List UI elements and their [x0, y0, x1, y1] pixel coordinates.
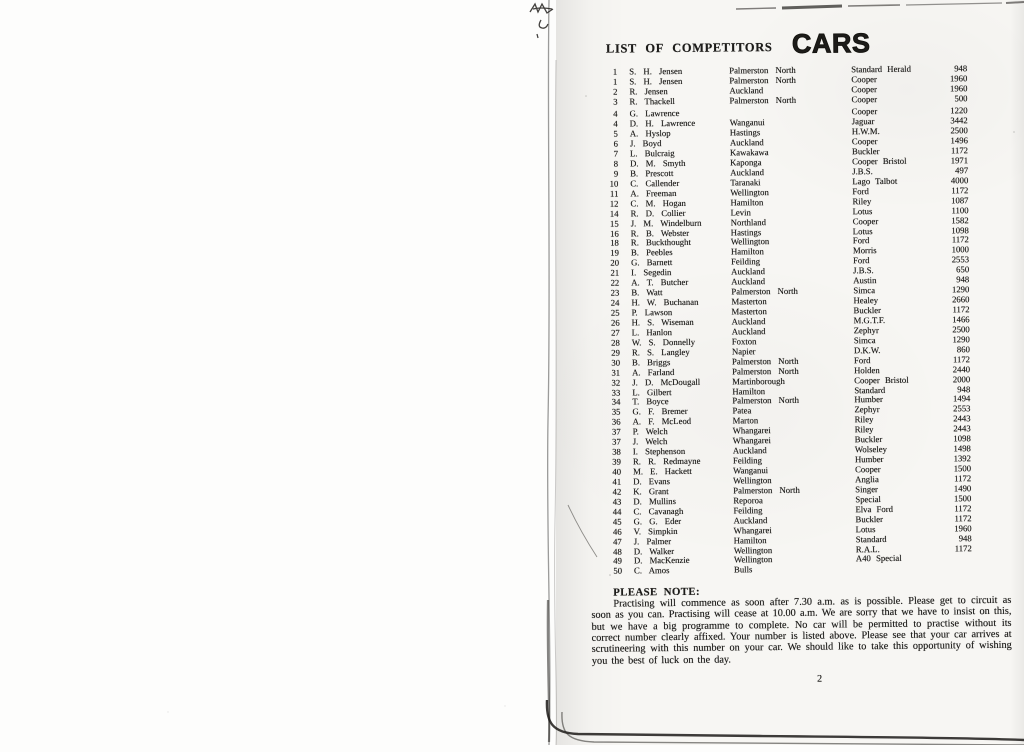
competitor-car: Buckler: [851, 146, 880, 157]
table-row: [600, 564, 972, 578]
competitor-car: Special: [855, 493, 881, 505]
competitor-town: Wanganui: [729, 117, 765, 128]
competitor-number: 18: [610, 237, 619, 249]
competitor-number: 35: [611, 406, 621, 417]
competitor-car: [856, 564, 940, 575]
competitor-town: Auckland: [730, 167, 765, 178]
competitor-car: Ford: [853, 354, 871, 365]
competitor-number: 28: [611, 337, 620, 348]
competitor-capacity: 1960: [949, 83, 968, 94]
competitor-name: T. Boyce: [632, 396, 669, 407]
competitor-capacity: [940, 554, 972, 564]
competitor-town: Kawakawa: [729, 147, 769, 158]
competitor-car: Elva Ford: [855, 503, 893, 515]
competitor-capacity: 2000: [952, 373, 971, 384]
competitor-car: Cooper Bristol: [854, 374, 909, 385]
competitor-car: Standard: [855, 533, 887, 544]
competitor-number: 45: [612, 516, 622, 527]
competitor-car: Austin: [853, 275, 877, 286]
competitor-town: Taranaki: [730, 176, 761, 188]
competitor-capacity: 860: [956, 343, 970, 355]
competitor-capacity: 1494: [952, 393, 971, 404]
competitor-car: H.W.M.: [851, 126, 880, 137]
competitor-car: R.A.L.: [855, 543, 880, 554]
competitor-capacity: 4000: [950, 174, 969, 186]
competitor-town: Northland: [730, 216, 766, 228]
competitor-name: B. Briggs: [631, 356, 671, 368]
competitor-capacity: 1172: [954, 542, 972, 553]
competitor-number: 47: [612, 536, 622, 547]
competitor-capacity: [940, 564, 972, 574]
competitor-capacity: 1172: [951, 184, 969, 196]
competitor-town: Feilding: [732, 455, 762, 466]
competitor-number: 8: [613, 158, 619, 169]
competitor-number: 4: [613, 118, 618, 129]
competitor-name: A. Farland: [632, 366, 675, 378]
competitor-car: Buckler: [854, 434, 883, 445]
competitor-car: D.K.W.: [853, 344, 881, 356]
competitor-number: 1: [612, 76, 618, 87]
competitor-capacity: 948: [954, 63, 968, 74]
competitor-number: 39: [612, 456, 622, 467]
competitor-car: Riley: [852, 195, 872, 206]
competitor-number: 38: [612, 446, 621, 457]
competitor-car: Singer: [855, 483, 878, 495]
competitor-name: L. Bulcraig: [629, 148, 675, 159]
competitor-town: Auckland: [731, 326, 766, 337]
competitor-capacity: 2440: [952, 363, 971, 374]
competitor-car: Simca: [853, 285, 876, 296]
competitor-name: B. Watt: [631, 287, 663, 298]
competitor-capacity: 3442: [950, 115, 968, 126]
note-heading: PLEASE NOTE:: [613, 585, 700, 599]
competitor-town: Hamilton: [730, 246, 764, 257]
competitor-town: Levin: [730, 206, 751, 218]
competitor-car: Cooper: [852, 215, 879, 226]
competitor-name: A. F. McLeod: [632, 416, 692, 427]
competitor-town: Wellington: [733, 544, 773, 555]
competitor-name: A. T. Butcher: [631, 277, 689, 288]
competitor-town: Hamilton: [732, 385, 766, 396]
competitor-capacity: 948: [956, 274, 970, 285]
table-row: [595, 94, 967, 108]
competitor-capacity: 1960: [949, 73, 968, 84]
competitor-name: A. Hyslop: [629, 128, 671, 139]
competitor-capacity: 2443: [953, 413, 971, 424]
competitor-capacity: 948: [958, 532, 972, 543]
competitor-name: G. F. Bremer: [632, 406, 688, 417]
competitor-name: K. Grant: [633, 485, 669, 497]
competitor-name: D. Walker: [633, 545, 675, 556]
competitor-number: 7: [613, 148, 619, 159]
competitor-car: Ford: [852, 185, 869, 197]
competitor-name: M. E. Hackett: [633, 465, 692, 477]
competitor-town: Palmerston North: [732, 395, 799, 406]
competitor-name: H. W. Buchanan: [631, 296, 699, 308]
competitor-town: Hastings: [729, 127, 761, 138]
competitor-capacity: 1290: [952, 333, 970, 345]
competitor-number: 1: [612, 66, 618, 77]
competitor-number: 31: [611, 367, 621, 378]
competitor-capacity: 650: [956, 264, 970, 275]
competitor-number: 33: [611, 387, 621, 398]
competitor-capacity: 1172: [954, 473, 972, 484]
competitor-name: L. Hanlon: [631, 326, 673, 338]
competitor-name: H. S. Wiseman: [631, 316, 694, 328]
competitor-capacity: 1290: [951, 284, 970, 295]
competitor-name: R. Jensen: [629, 85, 668, 97]
competitor-capacity: 1498: [953, 443, 971, 454]
competitor-number: 22: [610, 277, 620, 288]
competitor-number: 36: [611, 416, 621, 427]
competitor-number: 48: [613, 546, 622, 557]
competitor-car: Buckler: [853, 305, 882, 316]
competitor-town: Palmerston North: [729, 94, 797, 106]
competitor-name: B. Peebles: [630, 247, 673, 258]
competitor-car: Wolseley: [854, 444, 888, 455]
competitor-name: D. Evans: [633, 475, 671, 487]
competitor-name: R. R. Redmayne: [632, 455, 701, 467]
competitor-name: L. Gilbert: [632, 386, 672, 397]
competitor-car: Lotus: [852, 205, 873, 216]
competitor-town: Masterton: [731, 296, 767, 307]
competitor-car: Cooper: [851, 73, 877, 85]
competitor-capacity: 948: [957, 383, 971, 394]
competitor-car: A40 Special: [855, 553, 902, 564]
competitor-car: Lago Talbot: [852, 175, 898, 187]
competitor-name: S. H. Jensen: [629, 65, 683, 77]
competitor-town: Auckland: [732, 445, 767, 456]
competitor-table: [595, 64, 972, 577]
competitor-town: Hamilton: [733, 534, 767, 546]
competitor-car: Lotus: [855, 523, 876, 534]
competitor-town: Auckland: [731, 266, 765, 277]
competitor-number: 42: [612, 486, 622, 497]
competitor-town: Reporoa: [733, 494, 763, 506]
competitor-car: Ford: [852, 235, 870, 246]
competitor-number: 21: [610, 267, 620, 278]
competitor-number: 4: [613, 108, 618, 119]
competitor-town: Auckland: [731, 276, 766, 287]
competitor-town: Patea: [732, 405, 752, 416]
competitor-name: R. B. Webster: [630, 227, 690, 238]
competitor-car: Riley: [854, 414, 874, 425]
competitor-name: D. M. Smyth: [630, 157, 686, 169]
competitor-town: Hastings: [730, 226, 762, 237]
competitor-car: Cooper Bristol: [852, 155, 907, 167]
competitor-car: Jaguar: [851, 116, 875, 127]
competitor-number: 44: [612, 506, 622, 517]
competitor-capacity: 2500: [952, 324, 970, 335]
competitor-name: C. Callender: [630, 177, 680, 189]
competitor-capacity: 1392: [953, 453, 971, 464]
competitor-capacity: 1100: [951, 204, 969, 215]
competitor-capacity: 1000: [951, 244, 969, 255]
competitor-name: G. Barnett: [631, 257, 673, 268]
competitor-car: Ford: [853, 255, 870, 266]
page-title: LIST OF COMPETITORS: [605, 40, 773, 56]
competitor-name: P. Welch: [632, 426, 668, 437]
competitor-number: 6: [613, 138, 618, 149]
competitor-car: Zephyr: [853, 324, 879, 336]
competitor-town: Wanganui: [733, 465, 769, 476]
competitor-name: D. MacKenzie: [633, 555, 690, 566]
competitor-number: 23: [610, 287, 620, 298]
competitor-capacity: 1172: [952, 353, 971, 365]
competitor-car: Riley: [854, 424, 874, 435]
competitor-capacity: 1172: [952, 304, 970, 315]
competitor-town: Auckland: [731, 316, 766, 327]
competitor-number: 32: [611, 377, 621, 388]
competitor-number: 43: [612, 496, 622, 507]
competitor-number: 5: [613, 128, 618, 139]
competitor-number: 11: [609, 188, 619, 199]
competitor-town: Palmerston North: [729, 64, 796, 76]
competitor-capacity: 1500: [953, 463, 972, 474]
competitor-town: Whangarei: [733, 524, 772, 536]
competitor-name: J. D. McDougall: [632, 376, 701, 387]
competitor-town: Hamilton: [730, 196, 764, 208]
competitor-number: 10: [609, 178, 619, 189]
competitor-name: W. S. Donnelly: [631, 336, 696, 348]
competitor-number: 37: [612, 436, 621, 447]
competitor-number: 2: [613, 86, 618, 97]
competitor-town: Auckland: [729, 85, 764, 96]
competitor-name: P. Lawson: [631, 307, 673, 318]
competitor-number: 30: [611, 357, 621, 368]
competitor-name: C. Cavanagh: [633, 505, 684, 517]
competitor-car: Standard: [854, 384, 886, 395]
competitor-car: Cooper: [851, 106, 878, 117]
competitor-car: Anglia: [855, 473, 879, 485]
competitor-town: Napier: [731, 345, 756, 357]
competitor-town: Auckland: [729, 137, 764, 148]
competitor-capacity: 2660: [952, 294, 970, 305]
competitor-car: Simca: [853, 334, 876, 346]
competitor-car: Cooper: [851, 136, 878, 147]
competitor-car: M.G.T.F.: [853, 314, 886, 326]
competitor-capacity: 497: [955, 165, 969, 176]
competitor-name: R. Thackell: [629, 95, 675, 107]
competitor-number: 40: [612, 466, 622, 477]
competitor-town: Bulls: [733, 564, 753, 575]
competitor-car: J.B.S.: [853, 265, 874, 276]
competitor-car: Cooper: [851, 83, 878, 95]
competitor-name: A. Freeman: [630, 187, 677, 199]
competitor-capacity: 1098: [951, 224, 969, 235]
competitor-number: 19: [610, 247, 620, 258]
competitor-name: J. Palmer: [633, 535, 672, 546]
please-note-section: [591, 583, 1012, 667]
competitor-town: Masterton: [731, 306, 767, 317]
competitor-name: C. M. Hogan: [630, 197, 686, 209]
competitor-name: I. Stephenson: [632, 446, 686, 457]
competitor-number: 37: [611, 426, 621, 437]
competitor-number: 9: [613, 168, 619, 179]
competitor-town: Wellington: [733, 554, 773, 565]
competitor-car: Cooper: [855, 464, 881, 475]
page-number: 2: [817, 673, 823, 685]
competitor-capacity: 1087: [951, 194, 969, 206]
competitor-name: J. M. Windelburn: [630, 217, 702, 228]
competitor-capacity: 2500: [950, 125, 968, 136]
competitor-capacity: 1172: [954, 512, 972, 524]
competitor-town: Wellington: [733, 475, 772, 486]
competitor-capacity: 1960: [954, 522, 972, 533]
competitor-capacity: 1496: [950, 135, 968, 146]
competitor-town: Palmerston North: [733, 484, 800, 496]
competitor-number: 12: [609, 198, 619, 209]
competitor-town: Kaponga: [730, 157, 762, 168]
competitor-town: Palmerston North: [731, 355, 799, 367]
competitor-town: Palmerston North: [731, 285, 798, 297]
competitor-capacity: 1490: [953, 483, 972, 494]
competitor-town: Foxton: [731, 336, 757, 347]
competitor-car: Cooper: [851, 93, 878, 105]
competitor-number: 26: [610, 317, 620, 328]
competitor-name: J. Boyd: [629, 138, 662, 149]
competitor-number: 14: [609, 208, 619, 219]
competitor-name: G. Lawrence: [629, 108, 680, 119]
competitor-number: 34: [611, 396, 621, 408]
competitor-number: 41: [612, 476, 622, 487]
competitor-car: J.B.S.: [852, 165, 873, 177]
competitor-name: R. S. Langley: [631, 346, 690, 358]
competitor-capacity: 1500: [953, 492, 972, 504]
competitor-capacity: 500: [954, 93, 968, 104]
competitor-number: 25: [610, 307, 620, 318]
competitor-capacity: 1466: [952, 314, 970, 325]
competitor-name: D. H. Lawrence: [629, 117, 696, 129]
competitor-capacity: 2443: [953, 423, 971, 434]
competitor-name: R. Buckthought: [630, 237, 691, 248]
competitor-town: Marton: [732, 415, 759, 426]
competitor-car: Humber: [854, 394, 883, 405]
competitor-name: S. H. Jensen: [629, 75, 683, 87]
competitor-number: 16: [610, 228, 619, 239]
competitor-capacity: 1971: [950, 155, 969, 166]
competitor-car: Holden: [854, 364, 880, 375]
competitor-number: 20: [610, 257, 620, 268]
competitor-number: 50: [613, 565, 623, 576]
competitor-town: Wellington: [730, 186, 769, 198]
competitor-number: 24: [610, 297, 620, 308]
competitor-capacity: 1582: [951, 214, 969, 225]
competitor-number: 46: [612, 526, 622, 537]
competitor-capacity: 1172: [951, 234, 969, 245]
competitor-name: J. Welch: [632, 436, 668, 447]
competitor-town: Whangarei: [732, 435, 771, 446]
competitor-car: Lotus: [852, 225, 873, 236]
competitor-capacity: 2553: [951, 254, 970, 265]
competitor-number: 49: [613, 555, 622, 567]
competitor-town: Feilding: [731, 256, 761, 267]
competitor-name: I. Segedin: [631, 267, 672, 278]
competitor-capacity: 1172: [954, 502, 972, 514]
competitor-car: Standard Herald: [851, 63, 911, 75]
competitor-number: 15: [609, 218, 619, 229]
competitor-number: 3: [613, 96, 618, 107]
competitor-car: Healey: [853, 295, 879, 306]
competitor-name: G. G. Eder: [633, 515, 682, 527]
competitor-town: Whangarei: [732, 425, 771, 436]
competitor-car: Humber: [854, 454, 884, 465]
competitor-town: Palmerston North: [732, 365, 799, 377]
competitor-car: Zephyr: [854, 404, 880, 415]
note-body: Practising will commence as soon after 7.30 a.m. as is possible. Please get to circuit as soon as you can. Practising will cease at 10.00 a.m. We are sorry that we have to insist on this, but we have a big programme to complete. No car will be permitted to practise without its correct number clearly affixed. Your number is listed above. Please see that your car arrives at scrutineering with this number on your car. We should like to take this opportunity of wishing you the best of luck on the day.: [591, 594, 1012, 667]
competitor-capacity: 1172: [950, 145, 969, 156]
competitor-name: B. Prescott: [630, 167, 674, 179]
competitor-number: 29: [611, 347, 620, 358]
section-heading-cars: CARS: [791, 28, 871, 59]
competitor-town: Palmerston North: [729, 74, 796, 86]
competitor-car: Buckler: [855, 513, 884, 524]
competitor-name: R. D. Collier: [630, 207, 686, 219]
competitor-name: D. Mullins: [633, 495, 677, 507]
competitor-number: 27: [610, 327, 620, 338]
competitor-car: Morris: [852, 245, 877, 256]
competitor-town: Martinborough: [732, 375, 785, 387]
competitor-town: Auckland: [733, 514, 768, 526]
competitor-town: Wellington: [730, 236, 770, 247]
competitor-name: C. Amos: [633, 565, 670, 576]
competitor-capacity: 2553: [953, 403, 971, 414]
competitor-name: V. Simpkin: [633, 525, 678, 537]
competitor-town: Feilding: [733, 504, 763, 516]
competitor-capacity: 1098: [953, 433, 971, 444]
competitor-capacity: 1220: [950, 105, 968, 116]
